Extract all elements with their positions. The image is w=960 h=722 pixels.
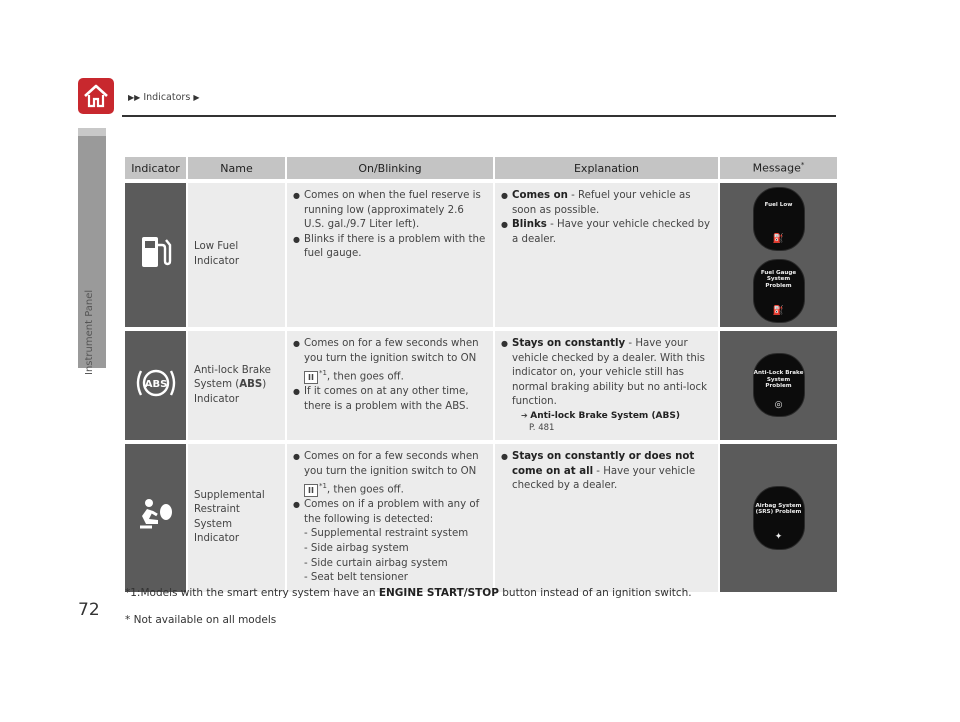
- indicator-icon-cell: [125, 181, 187, 329]
- airbag-icon: ✦: [774, 532, 783, 543]
- indicator-name: [187, 442, 286, 592]
- sub-item: - Side airbag system: [304, 542, 409, 554]
- message-display: Fuel Gauge System Problem ⛽: [753, 259, 805, 323]
- message-cell: [719, 329, 838, 442]
- name-line: Indicator: [194, 256, 240, 267]
- name-line: Low Fuel: [194, 241, 239, 253]
- list-item: ● If it comes on at any other time, there is a problem with the ABS.: [293, 385, 487, 414]
- indicator-name: [187, 329, 286, 442]
- table-row: [125, 181, 838, 329]
- message-display: Anti-Lock Brake System Problem ◎: [753, 353, 805, 417]
- on-blinking-cell: [286, 329, 494, 442]
- header-rule: [122, 115, 836, 117]
- availability-note: * Not available on all models: [125, 614, 277, 626]
- list-item: ● Stays on constantly - Have your vehicle checked by a dealer. With this indicator on, your vehicle still has normal braking ability but no anti-lock function.: [501, 337, 712, 410]
- list-item: ● Comes on - Refuel your vehicle as soon as possible.: [501, 189, 712, 218]
- list-item: ● Comes on for a few seconds when you turn the ignition switch to ON II $^{*1}$, then goes off.: [293, 450, 487, 498]
- explanation-cell: [494, 181, 719, 329]
- page-number: 72: [78, 600, 100, 620]
- col-header-message: Message*: [719, 157, 838, 181]
- indicator-icon-cell: [125, 329, 187, 442]
- breadcrumb: [128, 92, 199, 103]
- ignition-position-icon: II: [304, 484, 318, 497]
- name-line: Indicator: [194, 533, 240, 545]
- page-reference-link[interactable]: ➔ Anti-lock Brake System (ABS) P. 481: [521, 410, 680, 433]
- indicator-table: [125, 157, 839, 592]
- message-display: Airbag System (SRS) Problem ✦: [753, 486, 805, 550]
- sub-item: - Seat belt tensioner: [304, 572, 408, 584]
- col-header-on-blinking: On/Blinking: [286, 157, 494, 181]
- list-item: ● Blinks if there is a problem with the fuel gauge.: [293, 233, 487, 262]
- abs-icon: ◎: [774, 400, 783, 411]
- explanation-cell: [494, 329, 719, 442]
- col-header-name: Name: [187, 157, 286, 181]
- name-line: Restraint System: [194, 504, 240, 530]
- explanation-cell: [494, 442, 719, 592]
- message-cell: [719, 181, 838, 329]
- abs-icon: [134, 365, 178, 401]
- on-blinking-cell: [286, 181, 494, 329]
- table-header-row: [125, 157, 838, 181]
- airbag-icon: [136, 496, 176, 534]
- list-item: ● Comes on if a problem with any of the following is detected:: [293, 498, 487, 527]
- name-line: Indicator: [194, 393, 240, 405]
- name-line: Supplemental: [194, 489, 265, 501]
- fuel-pump-icon: ⛽: [772, 305, 785, 316]
- list-item: ● Comes on for a few seconds when you turn the ignition switch to ON II $^{*1}$, then goes off.: [293, 337, 487, 385]
- table-row: [125, 329, 838, 442]
- list-item: ● Blinks - Have your vehicle checked by a dealer.: [501, 218, 712, 247]
- fuel-pump-icon: [138, 233, 174, 271]
- list-item: ● Stays on constantly or does not come on at all - Have your vehicle checked by a dealer.: [501, 450, 712, 494]
- indicator-icon-cell: [125, 442, 187, 592]
- ignition-position-icon: II: [304, 371, 318, 384]
- message-cell: [719, 442, 838, 592]
- on-blinking-cell: [286, 442, 494, 592]
- sub-item: - Supplemental restraint system: [304, 528, 469, 540]
- col-header-indicator: Indicator: [125, 157, 187, 181]
- reference-arrow-icon: ➔: [521, 410, 531, 420]
- breadcrumb-arrow-icon: ▶: [193, 93, 200, 102]
- col-header-explanation: Explanation: [494, 157, 719, 181]
- breadcrumb-arrow-icon: ▶▶: [128, 93, 141, 102]
- sub-item: - Side curtain airbag system: [304, 557, 448, 569]
- home-button[interactable]: [78, 78, 114, 114]
- message-display: Fuel Low ⛽: [753, 187, 805, 251]
- table-row: [125, 442, 838, 592]
- list-item: ● Comes on when the fuel reserve is running low (approximately 2.6 U.S. gal./9.7 Liter left).: [293, 189, 487, 233]
- svg-text:ABS: ABS: [144, 378, 167, 390]
- home-icon: [82, 83, 110, 109]
- breadcrumb-link[interactable]: Indicators: [143, 92, 191, 103]
- section-label: Instrument Panel: [84, 289, 95, 375]
- name-line: Anti-lock Brake: [194, 364, 271, 376]
- indicator-name: [187, 181, 286, 329]
- sidebar-tab-top: [78, 128, 106, 136]
- footnote: *1:Models with the smart entry system have an ENGINE START/STOP button instead of an ignition switch.: [125, 587, 692, 599]
- name-line: System (ABS): [194, 379, 267, 391]
- fuel-pump-icon: ⛽: [772, 233, 785, 244]
